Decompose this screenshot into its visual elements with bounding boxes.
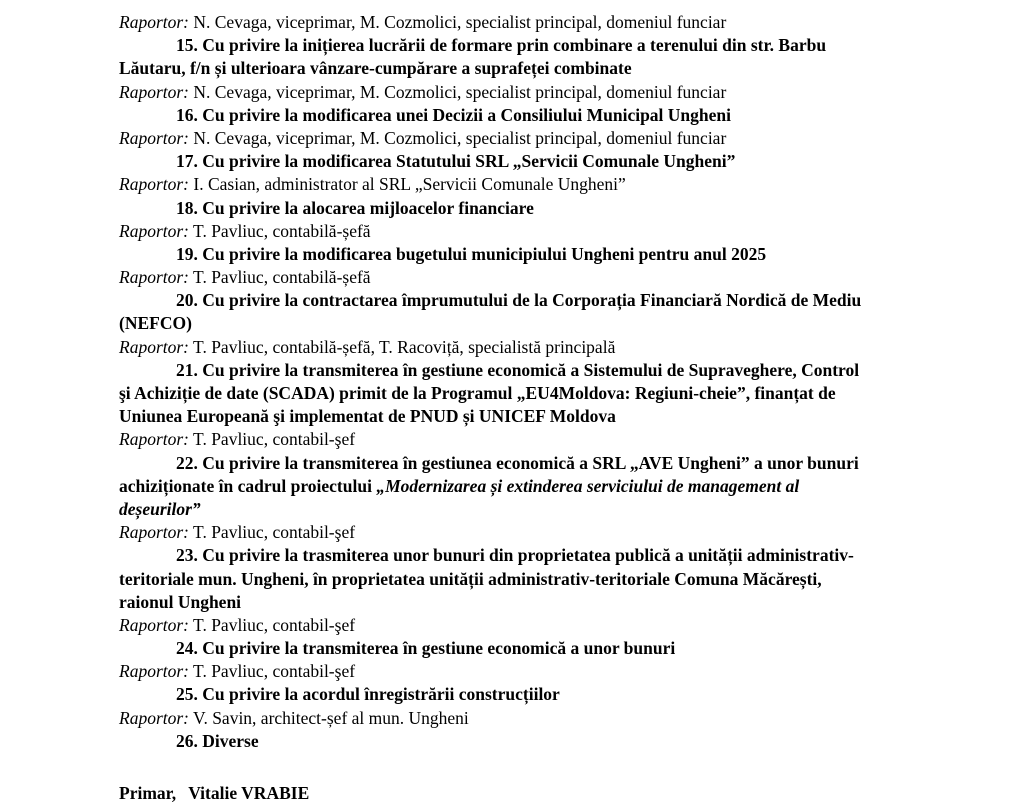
reporter-label: Raportor: (119, 174, 189, 195)
reporter-text: I. Casian, administrator al SRL „Servicii Comunale Ungheni” (189, 174, 626, 195)
reporter-line (119, 707, 979, 730)
agenda-item-continuation: Uniunea Europeană şi implementat de PNUD și UNICEF Moldova (119, 406, 616, 427)
agenda-item-title: 20. Cu privire la contractarea împrumutului de la Corporația Financiară Nordică de Mediu (176, 290, 862, 311)
reporter-text: T. Pavliuc, contabilă-șefă (189, 220, 371, 241)
agenda-item-continuation: şi Achiziție de date (SCADA) primit de la Programul „EU4Moldova: Regiuni-cheie”, finanțat de (119, 383, 836, 403)
reporter-text: V. Savin, architect-șef al mun. Ungheni (189, 707, 469, 728)
reporter-label: Raportor: (119, 127, 189, 148)
reporter-label: Raportor: (119, 81, 189, 102)
reporter-label: Raportor: (119, 522, 189, 543)
signature-role: Primar, (119, 783, 177, 803)
reporter-label: Raportor: (119, 267, 189, 288)
project-title-italic: deșeurilor” (119, 498, 201, 519)
agenda-item-continuation (119, 475, 979, 498)
reporter-text: N. Cevaga, viceprimar, M. Cozmolici, specialist principal, domeniul funciar (189, 12, 727, 32)
agenda-item-title: 17. Cu privire la modificarea Statutului SRL „Servicii Comunale Ungheni” (176, 151, 736, 172)
agenda-item-title: 15. Cu privire la inițierea lucrării de formare prin combinare a terenului din str. Barbu (176, 35, 827, 56)
agenda-item-continuation: (NEFCO) (119, 313, 192, 334)
agenda-item-continuation: Lăutaru, f/n și ulterioara vânzare-cumpărare a suprafeței combinate (119, 58, 632, 79)
agenda-item-title: 16. Cu privire la modificarea unei Decizii a Consiliului Municipal Ungheni (176, 104, 732, 125)
agenda-item-title: 22. Cu privire la transmiterea în gestiunea economică a SRL „AVE Ungheni” a unor bunuri (176, 452, 859, 473)
agenda-item-title: 25. Cu privire la acordul înregistrării construcțiilor (176, 684, 560, 705)
reporter-text: T. Pavliuc, contabil-şef (189, 661, 356, 682)
reporter-text: N. Cevaga, viceprimar, M. Cozmolici, specialist principal, domeniul funciar (189, 81, 727, 102)
reporter-text: N. Cevaga, viceprimar, M. Cozmolici, specialist principal, domeniul funciar (189, 127, 727, 148)
reporter-label: Raportor: (119, 220, 189, 241)
signature-name: Vitalie VRABIE (188, 783, 310, 803)
reporter-label: Raportor: (119, 614, 189, 635)
agenda-item-title: 19. Cu privire la modificarea bugetului municipiului Ungheni pentru anul 2025 (176, 243, 767, 264)
agenda-item-title: 26. Diverse (176, 730, 259, 751)
reporter-line (119, 521, 979, 544)
reporter-line (119, 660, 979, 683)
agenda-item-text: achiziționate în cadrul proiectului (119, 475, 377, 496)
project-title-italic: „Modernizarea și extinderea serviciului de management al (376, 475, 800, 496)
reporter-line (119, 266, 979, 289)
reporter-line (119, 173, 979, 196)
agenda-item-title: 24. Cu privire la transmiterea în gestiune economică a unor bunuri (176, 638, 676, 659)
agenda-item-title: 18. Cu privire la alocarea mijloacelor financiare (176, 197, 534, 218)
reporter-line (119, 81, 979, 104)
agenda-item-title: 23. Cu privire la trasmiterea unor bunuri din proprietatea publică a unității administrativ- (176, 545, 854, 566)
agenda-item-title: 21. Cu privire la transmiterea în gestiune economică a Sistemului de Supraveghere, Control (176, 359, 860, 380)
reporter-line (119, 428, 979, 451)
agenda-item-continuation: raionul Ungheni (119, 591, 242, 612)
reporter-label: Raportor: (119, 429, 189, 450)
reporter-text: T. Pavliuc, contabil-şef (189, 522, 356, 543)
reporter-label: Raportor: (119, 707, 189, 728)
reporter-label: Raportor: (119, 336, 189, 357)
reporter-text: T. Pavliuc, contabil-şef (189, 429, 356, 450)
agenda-item-continuation: teritoriale mun. Ungheni, în proprietatea unității administrativ-teritoriale Comuna Măcărești, (119, 568, 822, 589)
reporter-line (119, 11, 979, 34)
reporter-text: T. Pavliuc, contabilă-șefă, T. Racoviță, specialistă principală (189, 336, 616, 357)
signature-block (119, 782, 309, 805)
reporter-line (119, 127, 979, 150)
reporter-text: T. Pavliuc, contabil-şef (189, 614, 356, 635)
agenda-document (119, 11, 979, 753)
reporter-line (119, 220, 979, 243)
reporter-line (119, 614, 979, 637)
reporter-label: Raportor: (119, 661, 189, 682)
reporter-text: T. Pavliuc, contabilă-șefă (189, 267, 371, 288)
reporter-label: Raportor: (119, 12, 189, 32)
reporter-line (119, 336, 979, 359)
